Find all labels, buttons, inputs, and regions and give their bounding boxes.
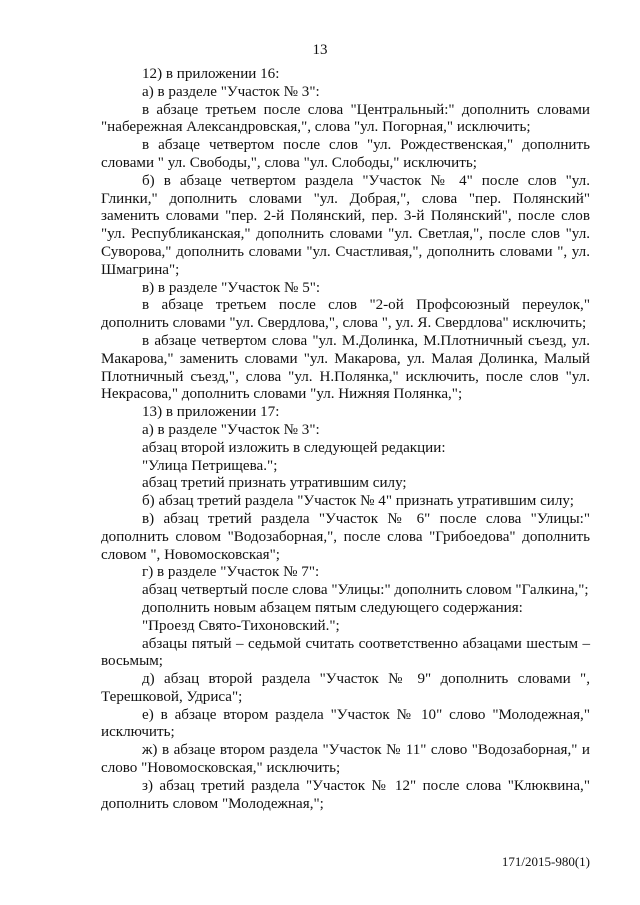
paragraph: абзацы пятый – седьмой считать соответственно абзацами шестым – восьмым; [101, 635, 590, 670]
paragraph: 13) в приложении 17: [142, 404, 280, 421]
paragraph: абзац третий признать утратившим силу; [142, 475, 407, 492]
paragraph: абзац второй изложить в следующей редакции: [142, 439, 446, 456]
paragraph: в абзаце четвертом после слов "ул. Рождественская," дополнить словами " ул. Свободы,", слова "ул. Слободы," исключить; [101, 137, 590, 171]
paragraph: в) в разделе "Участок № 5": [142, 279, 321, 296]
paragraph: в абзаце третьем после слов "2-ой Профсоюзный переулок," дополнить словами "ул. Свердлова,", слова ", ул. Я. Свердлова" исключить; [101, 297, 590, 332]
paragraph: а) в разделе "Участок № 3": [142, 83, 320, 100]
paragraph: е) в абзаце втором раздела "Участок № 10" слово "Молодежная," исключить; [101, 706, 590, 741]
paragraph: в абзаце четвертом слова "ул. М.Долинка, М.Плотничный съезд, ул. Макарова," заменить словами "ул. Макарова, ул. Малая Долинка, Малый Плотничный съезд,", слова "ул. Н.Полянка," исключить, после слов "ул. Некрасова," дополнить словами "ул. Нижняя Полянка,"; [101, 332, 590, 403]
paragraph: г) в разделе "Участок № 7": [142, 564, 320, 581]
document-body [101, 66, 590, 813]
paragraph: б) абзац третий раздела "Участок № 4" признать утратившим силу; [142, 493, 574, 510]
paragraph: дополнить новым абзацем пятым следующего содержания: [142, 599, 523, 616]
paragraph: абзац четвертый после слова "Улицы:" дополнить словом "Галкина,"; [142, 582, 589, 599]
page-number: 13 [312, 42, 328, 58]
paragraph: в абзаце третьем после слова "Центральный:" дополнить словами "набережная Александровская,", слова "ул. Погорная," исключить; [101, 101, 590, 136]
paragraph: д) абзац второй раздела "Участок № 9" дополнить словами ", Терешковой, Удриса"; [101, 671, 590, 705]
paragraph: "Проезд Свято-Тихоновский."; [142, 617, 340, 634]
paragraph: з) абзац третий раздела "Участок № 12" после слова "Клюквина," дополнить словом "Молодежная,"; [101, 777, 590, 812]
paragraph: "Улица Петрищева."; [142, 457, 278, 474]
paragraph: в) абзац третий раздела "Участок № 6" после слова "Улицы:" дополнить словом "Водозаборная,", после слова "Грибоедова" дополнить словом ", Новомосковская"; [101, 510, 590, 563]
paragraph: б) в абзаце четвертом раздела "Участок № 4" после слов "ул. Глинки," дополнить словами "ул. Добрая,", слова "пер. Полянский" заменить словами "пер. 2-й Полянский, пер. 3-й Полянский", после слов "ул. Республиканская," дополнить словами "ул. Светлая,", после слов "ул. Суворова," дополнить словами "ул. Счастливая,", дополнить словами ", ул. Шмагрина"; [101, 172, 590, 278]
document-code: 171/2015-980(1) [501, 854, 590, 869]
paragraph: ж) в абзаце втором раздела "Участок № 11" слово "Водозаборная," и слово "Новомосковская," исключить; [101, 742, 590, 777]
paragraph: 12) в приложении 16: [142, 66, 280, 82]
paragraph: а) в разделе "Участок № 3": [142, 421, 320, 438]
